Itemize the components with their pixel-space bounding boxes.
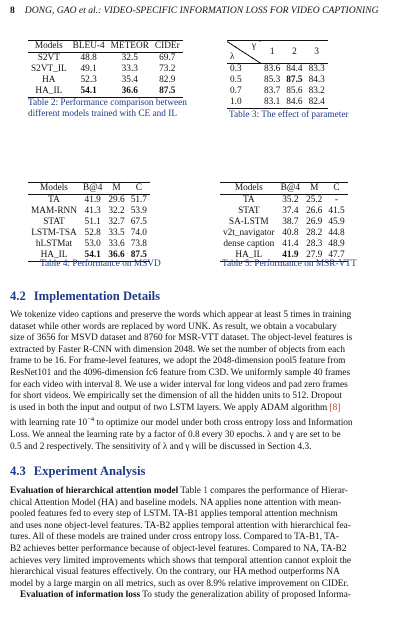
lambda-symbol: λ — [230, 52, 235, 62]
col-header: C — [325, 183, 347, 195]
table-row: 0.3 83.6 84.4 83.3 — [230, 64, 325, 74]
table-ref-link[interactable]: 1 — [203, 486, 208, 496]
table-4-caption: Table 4: Performance on MSVD — [40, 259, 161, 269]
page-number: 8 — [10, 5, 15, 16]
table-row: HA 52.3 35.4 82.9 — [42, 75, 176, 85]
table-row: STAT 37.4 26.6 41.5 — [238, 206, 345, 216]
table-row: 0.7 83.7 85.6 83.2 — [230, 86, 325, 96]
section-4-2-heading — [10, 289, 160, 304]
citation-link[interactable]: [8] — [329, 402, 341, 413]
col-header: C — [128, 183, 150, 195]
table-row: LSTM-TSA 52.8 33.5 74.0 — [31, 228, 147, 238]
paragraph-lead: Evaluation of hierarchical attention model — [10, 486, 179, 496]
section-4-3-body: Evaluation of hierarchical attention model Table 1 compares the performance of Hierar- chical Attention Model (HA) and baseline models. NA applies none attention with mean- pooled features fed to every step of LSTM. TA-B1 applies temporal attention mechnism and uses none object-level features. TA-B2 applies temporal attention with hierarchical fea- tures. All of these models are trained under cross entropy loss. Compared to TA-B1, TA- B2 achieves better performance because of object-level features. Compared to NA, TA-B2 achieves very limited improvements which shows that temporal attention cannot exploit the hierarchical visual features effectively. On the contrary, our HA method outperforms NA model by a large margin on all metrics, such as over 8.9% relative improvement on CIDEr. Evaluation of information loss To study the generalization ability of proposed Informa- — [10, 486, 352, 601]
table-row: HA_IL 54.1 36.6 87.5 — [28, 86, 183, 98]
col-header: BLEU-4 — [70, 41, 108, 53]
table-row: S2VT_IL 49.1 33.3 73.2 — [31, 64, 176, 74]
paragraph-lead: Evaluation of information loss — [20, 590, 141, 601]
table-row: dense caption 41.4 28.3 48.9 — [223, 239, 345, 249]
table-row: HA_IL 54.1 36.6 87.5 — [28, 250, 150, 262]
col-header: 1 — [261, 41, 283, 64]
table-3-caption: Table 3: The effect of parameter — [229, 110, 349, 120]
col-header: 3 — [306, 41, 328, 64]
table-5-caption: Table 5: Performance on MSR-VTT — [222, 259, 357, 269]
diagonal-header-cell — [227, 41, 261, 64]
col-header: 2 — [283, 41, 305, 64]
table-5 — [220, 182, 348, 262]
gamma-symbol: γ — [251, 41, 256, 51]
table-4 — [28, 182, 150, 262]
table-row: HA_IL 41.9 27.9 47.7 — [220, 250, 348, 262]
table-row: TA 41.9 29.6 51.7 — [48, 195, 147, 205]
col-header: METEOR — [108, 41, 152, 53]
running-title: DONG, GAO et al.: VIDEO-SPECIFIC INFORMATION LOSS FOR VIDEO CAPTIONING — [24, 5, 379, 16]
table-row: MAM-RNN 41.3 32.2 53.9 — [31, 206, 147, 216]
table-row: hLSTMat 53.0 33.6 73.8 — [35, 239, 147, 249]
section-title: Experiment Analysis — [33, 464, 146, 478]
section-title: Implementation Details — [33, 289, 161, 303]
running-header — [10, 5, 379, 16]
col-header: Models — [220, 183, 278, 195]
col-header: CIDEr — [152, 41, 183, 53]
section-number: 4.3 — [10, 464, 26, 478]
section-number: 4.2 — [10, 289, 26, 303]
table-2 — [28, 40, 183, 98]
section-4-2-body: We tokenize video captions and preserve the words which appear at least 5 times in training dataset while other words are replaced by word UNK. As result, we obtain a vocabulary size of 3656 for MSVD dataset and 8760 for MSR-VTT dataset. The object-level features is extracted by Faster R-CNN with dimension 2048. We set the number of objects from each frame to be 16. For frame-level features, we adopt the 2048-dimension pool5 feature from ResNet101 and the 4096-dimension fc6 feature from C3D. We uniformly sample 40 frames for each video with interval 8. We use a wider interval for long videos and pad zero frames for short videos. We empirically set the dimension of all the hidden units to 512. Dropout is used in both the input and output of two LSTM layers. We apply ADAM algorithm [8] with learning rate $10^{-4}$ to optimize our model under both cross entropy loss and Information Loss. We anneal the learning rate by a factor of 0.8 every 30 epochs. λ and γ are set to be 0.5 and 2 respectively. The sensitivity of λ and γ will be discussed in Section 4.3. — [10, 310, 353, 452]
table-row: v2t_navigator 40.8 28.2 44.8 — [223, 228, 345, 238]
table-3 — [227, 40, 328, 109]
table-row: STAT 51.1 32.7 67.5 — [43, 217, 147, 227]
col-header: B@4 — [80, 183, 105, 195]
col-header: B@4 — [278, 183, 303, 195]
col-header: M — [105, 183, 127, 195]
table-row: 1.0 83.1 84.6 82.4 — [227, 97, 328, 109]
col-header: Models — [28, 183, 80, 195]
col-header: Models — [28, 41, 70, 53]
table-row: 0.5 85.3 87.5 84.3 — [230, 75, 325, 85]
table-row: S2VT 48.8 32.5 69.7 — [37, 53, 176, 63]
section-4-3-heading — [10, 464, 145, 479]
table-row: SA-LSTM 38.7 26.9 45.9 — [228, 217, 345, 227]
col-header: M — [303, 183, 325, 195]
table-2-caption: Table 2: Performance comparison between different models trained with CE and IL — [28, 98, 187, 120]
table-row: TA 35.2 25.2 - — [242, 195, 339, 205]
